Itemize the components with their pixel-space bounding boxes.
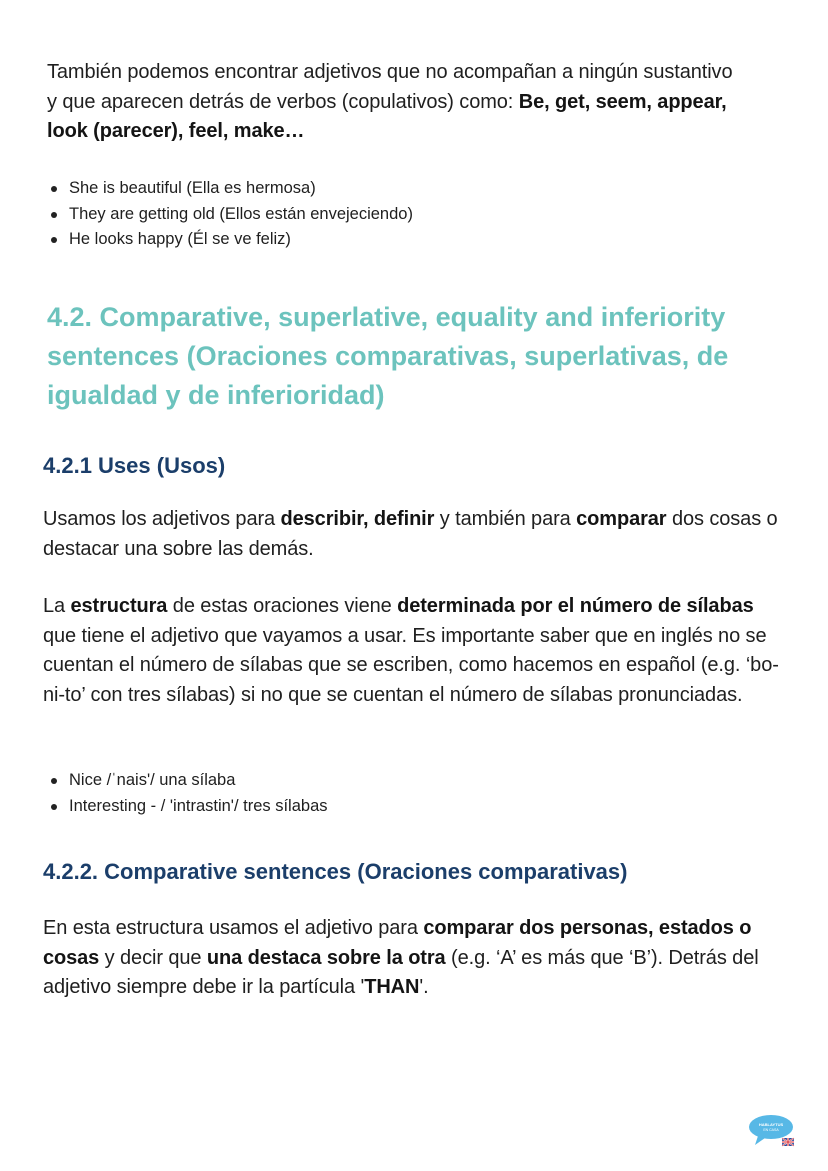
structure-paragraph	[43, 592, 788, 710]
bold-run: THAN	[364, 976, 420, 998]
bold-run: describir, definir	[280, 508, 435, 530]
text-run: (e.g. ‘A’ es más que ‘B’). Detrás del adjetivo siempre debe ir la partícula '	[43, 946, 759, 998]
text-run: y también para	[434, 508, 577, 530]
text-run: Usamos los adjetivos para	[43, 508, 281, 530]
text-run: que tiene el adjetivo que vayamos a usar. Es importante saber que en inglés no se cuentan el número de sílabas que se escriben, como hacemos en español (e.g. ‘bo-ni-to’ con tres sílabas) si no que se cuentan el número de sílabas pronunciadas.	[43, 624, 779, 706]
list-item: She is beautiful (Ella es hermosa)	[47, 176, 747, 202]
intro-text: También podemos encontrar adjetivos que no acompañan a ningún sustantivo y que aparecen detrás de verbos (copulativos) como:	[47, 61, 733, 113]
list-item: They are getting old (Ellos están envejeciendo)	[47, 202, 747, 228]
uk-flag-icon	[782, 1138, 794, 1146]
text-run: dos cosas o destacar una sobre las demás.	[43, 508, 778, 560]
list-item: Nice /ˈnais'/ una sílaba	[47, 768, 747, 794]
comparative-heading: 4.2.2. Comparative sentences (Oraciones comparativas)	[43, 859, 628, 884]
text-run: La	[43, 595, 71, 617]
comparative-paragraph	[43, 914, 788, 1003]
bold-run: una destaca sobre la otra	[206, 946, 446, 969]
text-run: de estas oraciones viene	[167, 595, 398, 617]
uses-paragraph	[43, 505, 788, 564]
uses-heading: 4.2.1 Uses (Usos)	[43, 453, 226, 478]
section-heading: 4.2. Comparative, superlative, equality and inferiority sentences (Oraciones comparativas, superlativas, de igualdad y de inferioridad)	[47, 302, 729, 410]
bold-run: comparar dos personas, estados o cosas	[43, 917, 752, 969]
logo-text-line1: HABLAYTUS	[758, 1122, 784, 1127]
brand-logo	[748, 1112, 796, 1148]
intro-paragraph	[47, 58, 747, 147]
text-run: En esta estructura usamos el adjetivo para	[43, 917, 424, 939]
bold-run: comparar	[576, 508, 667, 530]
logo-text-line2: EN CASA	[763, 1128, 779, 1132]
syllable-examples-list	[47, 768, 747, 819]
text-run: y decir que	[99, 946, 207, 969]
text-run: '.	[419, 976, 429, 998]
copulative-verbs: Be, get, seem, appear, look (parecer), feel, make…	[47, 90, 727, 142]
bold-run: determinada por el número de sílabas	[397, 595, 754, 617]
bold-run: estructura	[70, 595, 168, 617]
intro-examples-list	[47, 176, 747, 253]
list-item: Interesting - / 'intrastin'/ tres sílabas	[47, 794, 747, 820]
logo-speech-bubble	[749, 1115, 793, 1139]
list-item: He looks happy (Él se ve feliz)	[47, 227, 747, 253]
